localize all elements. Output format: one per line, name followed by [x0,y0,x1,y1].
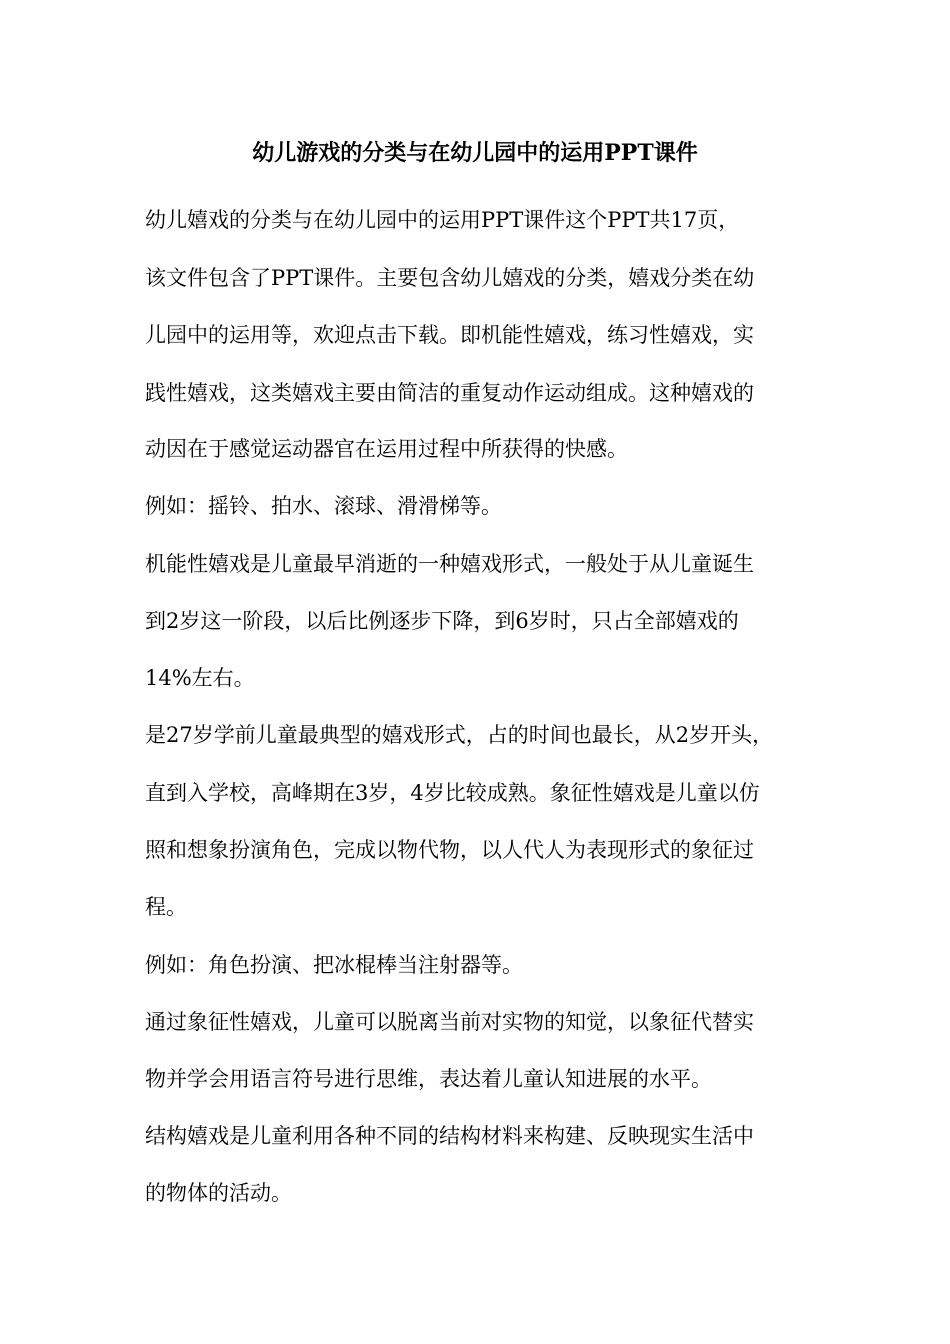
text-line: 照和想象扮演角色，完成以物代物，以人代人为表现形式的象征过 [145,838,754,862]
text-line: 该文件包含了PPT课件。主要包含幼儿嬉戏的分类，嬉戏分类在幼 [145,266,755,290]
text-line: 物并学会用语言符号进行思维，表达着儿童认知进展的水平。 [145,1067,712,1091]
text-line: 践性嬉戏，这类嬉戏主要由简洁的重复动作运动组成。这种嬉戏的 [145,381,754,405]
text-line: 通过象征性嬉戏，儿童可以脱离当前对实物的知觉，以象征代替实 [145,1010,754,1034]
document-title: 幼儿游戏的分类与在幼儿园中的运用PPT课件 [252,140,698,166]
text-line: 动因在于感觉运动器官在运用过程中所获得的快感。 [145,437,628,461]
text-line: 14%左右。 [145,666,255,690]
text-line: 的物体的活动。 [145,1181,292,1205]
text-line: 机能性嬉戏是儿童最早消逝的一种嬉戏形式，一般处于从儿童诞生 [145,552,754,576]
text-line: 例如：角色扮演、把冰棍棒当注射器等。 [145,953,523,977]
text-line: 直到入学校，高峰期在3岁，4岁比较成熟。象征性嬉戏是儿童以仿 [145,781,760,805]
text-line: 结构嬉戏是儿童利用各种不同的结构材料来构建、反映现实生活中 [145,1124,754,1148]
text-line: 幼儿嬉戏的分类与在幼儿园中的运用PPT课件这个PPT共17页， [145,208,740,232]
text-line: 是27岁学前儿童最典型的嬉戏形式，占的时间也最长，从2岁开头， [145,723,774,747]
text-line: 程。 [145,895,187,919]
text-line: 例如：摇铃、拍水、滚球、滑滑梯等。 [145,494,502,518]
text-line: 到2岁这一阶段，以后比例逐步下降，到6岁时，只占全部嬉戏的 [145,609,739,633]
text-line: 儿园中的运用等，欢迎点击下载。即机能性嬉戏，练习性嬉戏，实 [145,323,754,347]
